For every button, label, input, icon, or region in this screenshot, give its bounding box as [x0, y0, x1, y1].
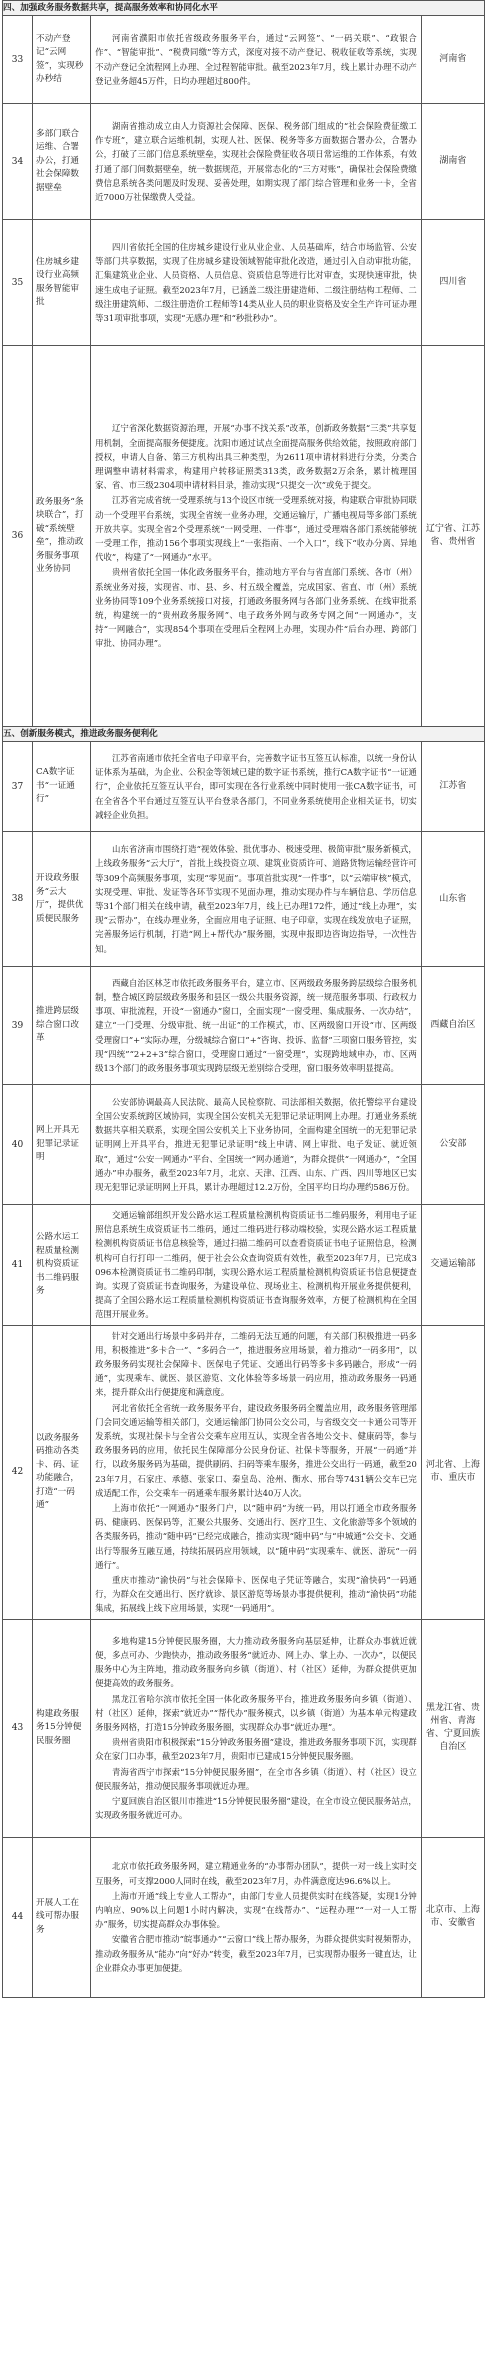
case-description	[91, 104, 422, 220]
case-row	[3, 104, 485, 220]
description-paragraph: 北京市依托政务服务网，建立精通业务的“办事帮办团队”，提供一对一线上实时交互服务，可支撑2000人同时在线，截至2023年7月，办件满意度达96.6%以上。	[95, 1861, 417, 1886]
case-region: 江苏省	[421, 742, 484, 832]
case-description	[91, 16, 422, 104]
description-paragraph: 河南省濮阳市依托省级政务服务平台，通过“云网签”、“一码关联”、“政银合作”、“智能审批”、“税费同缴”等方式，深度对接不动产登记、税收征收等系统，实现不动产登记全流程网上办理、全过程智能审批。截至2023年7月，线上累计办理不动产登记业务超45万件，日均办理超过800件。	[95, 33, 417, 86]
case-region: 西藏自治区	[421, 967, 484, 1085]
case-description	[91, 1619, 422, 1837]
case-title: 网上开具无犯罪记录证明	[33, 1085, 91, 1205]
description-paragraph: 山东省济南市围绕打造“视效体验、批优事办、极速受理、极简审批”服务新模式，上线政务服务“云大厅”，首批上线投资立项、建筑业资质许可、道路货物运输经营许可等309个高频服务事项，实现“零见面”。事项首批实现“一件事”，以“云端审核”模式，实现受理、审批、发证等各环节实现不见面办理，推动实现办件与车辆信息、学历信息等31个部门相关在线申请，截至2023年7月，线上已办理172件，通过“线上办理”，实现“云帮办”，在线办理业务，全面应用电子证照、电子印章，实现在线发放电子证照，完善服务运行机制，打造“网上+帮代办”服务圈，实现申报即边咨询边指导，一次性告知。	[95, 844, 417, 954]
case-description	[91, 1837, 422, 1997]
case-description	[91, 1085, 422, 1205]
case-number: 41	[3, 1205, 33, 1326]
description-paragraph: 西藏自治区林芝市依托政务服务平台，建立市、区两级政务服务跨层级综合服务机制，整合城区跨层级政务服务和县区一级公共服务资源，统一规范服务事项、行政权力事项、审批流程，开设“一窗通办”窗口，全面实现“一窗受理、集成服务、一次办结”，建立“一门受理、分级审批、统一出证”的工作模式，市、区两级窗口开设“市、区两级受理窗口”+“实际办理，分级城综合窗口”+“咨询、投诉、监督”三项窗口服务管控，实现“四统”“2+2+3”综合窗口，受理窗口通过“一窗受理”，实现跨地域申办，市、区两级13个部门的政务服务事项实现跨层级无差别综合受理，窗口服务效率明显提高。	[95, 977, 417, 1073]
case-row	[3, 1619, 485, 1837]
description-paragraph: 江苏省完成省统一受理系统与13个设区市统一受理系统对接，构建联合审批协同联动一个受理平台系统，实现全省统一业务办理，交通运输厅，广播电视局等多部门系统开放共享。实现全省2个受理系统“一网受理、一件事”，通过受理端各部门系统能够统一受理工作，推动156个事项实现线上“一张指南、一个入口”，线下“收办分离、异地代收”，构建了“一网通办”水平。	[95, 495, 417, 563]
description-paragraph: 上海市开通“线上专业人工帮办”，由部门专业人员提供实时在线答疑，实现1分钟内响应、90%以上问题1小时内解决，实现“在线帮办”、“远程办理”“一对一人工帮办”服务，切实提高群众办事体验。	[95, 1890, 417, 1930]
case-number: 38	[3, 832, 33, 967]
case-region: 湖南省	[421, 104, 484, 220]
case-region: 四川省	[421, 220, 484, 346]
case-description	[91, 1205, 422, 1326]
case-number: 42	[3, 1325, 33, 1619]
case-region: 北京市、上海市、安徽省	[421, 1837, 484, 1997]
case-row	[3, 742, 485, 832]
description-paragraph: 贵州省贵阳市积极探索“15分钟政务服务圈”建设，推进政务服务事项下沉，实现群众在家门口办事，截至2023年7月，贵阳市已建成15分钟便民服务圈。	[95, 1737, 417, 1762]
case-title: 住房城乡建设行业高频服务智能审批	[33, 220, 91, 346]
description-paragraph: 四川省依托全国的住房城乡建设行业从业企业、人员基础库，结合市场监管、公安等部门共享数据，实现了住房城乡建设领域智能审批化改造，通过引入自动审批功能，汇集建筑业企业、人员资格、人员信息、资质信息等进行比对审查，实现快速审批，快速生成电子证照。截至2023年7月，已涵盖二级注册建造师、二级注册结构工程师、二级注册建筑师、二级注册造价工程师等14类从业人员的职业资格及安全生产许可证办理等31项审批事项，实现“无感办理”和“秒批秒办”。	[95, 241, 417, 323]
description-paragraph: 湖南省推动成立由人力资源社会保障、医保、税务部门组成的“社会保险费征缴工作专班”，建立联合运维机制，实现人社、医保、税务等多方面数据合署办公，合署办公，打破了三部门信息系统壁垒，实现社会保险费征收各项日常运维的工作体系，有效打通了部门间数据壁垒，统一数据规范，开展常态化的“三方对账”，确保社会保险费缴费信息系统各类问题及时发现、妥善处理，如期实现了部门综合管理和业务一卡，全省近7000万社保缴费人受益。	[95, 120, 417, 202]
case-title: 开展人工在线可帮办服务	[33, 1837, 91, 1997]
case-number: 36	[3, 346, 33, 727]
case-row	[3, 1325, 485, 1619]
case-number: 35	[3, 220, 33, 346]
description-paragraph: 上海市依托“一网通办”服务门户，以“随申码”为统一码，用以打通全市政务服务码、健康码、医保码等，汇聚公共服务、交通出行、医疗卫生、文化旅游等多个领域的各类服务码，推动“随申码”已经完成融合，推动实现“随申码”与“申城通”公交卡、交通出行等服务互融互通，持续拓展码应用领域，以“随申码”实现乘车、就医、游玩“一码通行”。	[95, 1503, 417, 1570]
case-title: 多部门联合运维、合署办公，打通社会保障数据壁垒	[33, 104, 91, 220]
case-description	[91, 742, 422, 832]
description-paragraph: 交通运输部组织开发公路水运工程质量检测机构资质证书二维码服务，利用电子证照信息系统生成资质证书二维码，通过二维码进行移动端校验，实现公路水运工程质量检测机构资质证书信息核验等，通过扫描二维码可以查看资质证书电子证照信息，检测机构可自行打印一二维码，便于社会公众查询资质有效性，截至2023年7月，已完成3096本检测资质证书二维码印制，实现公路水运工程质量检测机构资质证书信息便捷查询。实现了资质证书查询服务，为建设单位、现场业主、检测机构开展业务提供便利，提高了全国公路水运工程质量检测机构资质证书查询服务效率，方便了检测机构在全国范围开展业务。	[95, 1210, 417, 1320]
case-row	[3, 1205, 485, 1326]
description-paragraph: 贵州省依托全国一体化政务服务平台，推动地方平台与省直部门系统、各市（州）系统业务对接，实现省、市、县、乡、村五级全覆盖，完成国家、省直、市（州）系统业务协同等109个业务系统接口对接，打通政务服务网与各部门业务系统、在线审批系统，构建统一的“贵州政务服务网”、电子政务外网与政务专网之间“一网通办”，支持“一网融合”，实现854个事项在受理后全程网上办理，实现办件“后台办理、跨部门审批、协同办理”。	[95, 567, 417, 649]
case-number: 44	[3, 1837, 33, 1997]
description-paragraph: 公安部协调最高人民法院、最高人民检察院、司法部相关数据，依托警综平台建设全国公安系统跨区域协同，实现全国公安机关无犯罪记录证明网上办理。打通业务系统数据共享相关联系，实现全国公安机关上下业务协同，全面构建全国统一的无犯罪记录证明网上开具平台，推进无犯罪记录证明“线上申请、网上审批、电子发证、就近领取”，通过“公安一网通办”平台、全国统一“网办通道”，为群众提供“一网通办”，“全国通办”申办服务，截至2023年7月，北京、天津、江西、山东、广西、四川等地区已实现无犯罪记录证明网上开具，累计办理超过12.2万份，全国平均日均办理约586万份。	[95, 1096, 417, 1192]
case-region: 公安部	[421, 1085, 484, 1205]
case-title: 公路水运工程质量检测机构资质证书二维码服务	[33, 1205, 91, 1326]
case-region: 河北省、上海市、重庆市	[421, 1325, 484, 1619]
description-paragraph: 江苏省南通市依托全省电子印章平台，完善数字证书互签互认标准，以统一身份认证体系为基础，为企业、公积金等领域已建的数字证书系统，推行CA数字证书“一证通行”，企业依托互签互认平台，即可实现在各行业系统中同时使用一张CA数字证书，可在全省各个平台通过互签互认平台登录各部门，不同业务系统使用企业相关证书，切实减轻企业负担。	[95, 752, 417, 820]
case-region: 交通运输部	[421, 1205, 484, 1326]
description-paragraph: 安徽省合肥市推动“皖事通办”“云窗口”线上帮办服务，为群众提供实时视频帮办，推动政务服务从“能办”向“好办”转变，截至2023年7月，已实现帮办服务一键直达，让企业群众办事更加便捷。	[95, 1934, 417, 1973]
description-paragraph: 多地构建15分钟便民服务圈，大力推动政务服务向基层延伸，让群众办事就近就便，多点可办、少跑快办，推动政务服务“就近办、网上办、掌上办、一次办”，以便民服务中心为主阵地，推动政务服务向乡镇（街道）、村（社区）延伸，为群众提供更加便捷高效的政务服务。	[95, 1635, 417, 1689]
case-row	[3, 967, 485, 1085]
case-table	[2, 0, 485, 1998]
case-number: 37	[3, 742, 33, 832]
case-row	[3, 220, 485, 346]
case-description	[91, 346, 422, 727]
section-title: 五、创新服务模式，推进政务服务便利化	[3, 727, 485, 742]
case-description	[91, 1325, 422, 1619]
case-row	[3, 16, 485, 104]
case-title: 以政务服务码推动各类卡、码、证功能融合，打造“一码通”	[33, 1325, 91, 1619]
case-title: 推进跨层级综合窗口改革	[33, 967, 91, 1085]
case-row	[3, 1837, 485, 1997]
case-title: 构建政务服务15分钟便民服务圈	[33, 1619, 91, 1837]
section-title: 四、加强政务服务数据共享，提高服务效率和协同化水平	[3, 1, 485, 16]
case-title: CA数字证书“一证通行”	[33, 742, 91, 832]
case-number: 43	[3, 1619, 33, 1837]
description-paragraph: 河北省依托全省统一政务服务平台，建设政务服务码全覆盖应用，政务服务管理部门会同交通运输等相关部门，交通运输部门协同公交公司，与省级交交一卡通公司等开发系统，实现社保卡与全省公交乘车应用互认，实现全省各地公交卡、健康码等，参与政务服务码的应用，依托民生保障部分公民身份证、社保卡等服务，开展“一码通”并行，以政务服务码为基础，提供刷码、扫码等乘车服务，推进公交出行一码通，截至2023年7月，石家庄、承德、张家口、秦皇岛、沧州、衡水、邢台等7431辆公交车已完成适配工作，公交乘车一码通乘车服务累计达40万人次。	[95, 1402, 417, 1498]
description-paragraph: 重庆市推动“渝快码”与社会保障卡、医保电子凭证等融合，实现“渝快码”一码通行，为群众在交通出行、医疗就诊、景区游览等场景办事提供便利，推动“渝快码”功能集成，拓展线上线下应用场景，实现“一码通用”。	[95, 1575, 417, 1614]
case-number: 33	[3, 16, 33, 104]
description-paragraph: 黑龙江省哈尔滨市依托全国一体化政务服务平台，推进政务服务向乡镇（街道）、村（社区）延伸，探索“就近办”“帮代办”服务模式，以乡镇（街道）为基本单元构建政务服务网格，打造15分钟政务服务圈，实现群众办事“就近办理”。	[95, 1693, 417, 1733]
case-region: 山东省	[421, 832, 484, 967]
description-paragraph: 青海省西宁市探索“15分钟便民服务圈”，在全市各乡镇（街道）、村（社区）设立便民服务站，推动便民服务事项就近办理。	[95, 1766, 417, 1791]
case-row	[3, 832, 485, 967]
case-number: 39	[3, 967, 33, 1085]
case-row	[3, 1085, 485, 1205]
case-region: 河南省	[421, 16, 484, 104]
description-paragraph: 宁夏回族自治区银川市推进“15分钟便民服务圈”建设，在全市设立便民服务站点，实现政务服务就近可办。	[95, 1796, 417, 1821]
case-number: 34	[3, 104, 33, 220]
case-region: 辽宁省、江苏省、贵州省	[421, 346, 484, 727]
section-heading-row	[3, 727, 485, 742]
case-description	[91, 832, 422, 967]
case-description	[91, 967, 422, 1085]
case-region: 黑龙江省、贵州省、青海省、宁夏回族自治区	[421, 1619, 484, 1837]
description-paragraph: 辽宁省深化数据资源治理，开展“办事不找关系”改革，创新政务数据“三类”共享复用机制，全面提高服务便捷度。沈阳市通过试点全面提高服务供给效能，按照政府部门授权，申请人自备、第三方机构出具三种类型，为2611项申请材料进行分类，分类合理调整申请材料需求，构建用户转移证照类313类，政务数据2万余条，累计梳理国家、省、市三级2304项申请材料目录，推动实现“只提交一次”或免于提交。	[95, 423, 417, 491]
case-title: 开设政务服务“云大厅”，提供优质便民服务	[33, 832, 91, 967]
case-title: 不动产登记“云网签”，实现秒办秒结	[33, 16, 91, 104]
case-title: 政务服务“条块联合”，打破“系统壁垒”，推动政务服务事项业务协同	[33, 346, 91, 727]
case-number: 40	[3, 1085, 33, 1205]
case-row	[3, 346, 485, 727]
section-heading-row	[3, 1, 485, 16]
description-paragraph: 针对交通出行场景中多码并存，二维码无法互通的问题，有关部门积极推进一码多用，积极推进“多卡合一”、“多码合一”，推进服务应用场景，着力推动“一码多用”，以政务服务码实现社会保障卡、医保电子凭证、交通出行码等多卡多码融合，形成“一码通”，实现乘车、就医、景区游览、文化体验等多场景一码应用，推动政务服务一码通来，提升群众出行便捷度和满意度。	[95, 1330, 417, 1398]
case-description	[91, 220, 422, 346]
